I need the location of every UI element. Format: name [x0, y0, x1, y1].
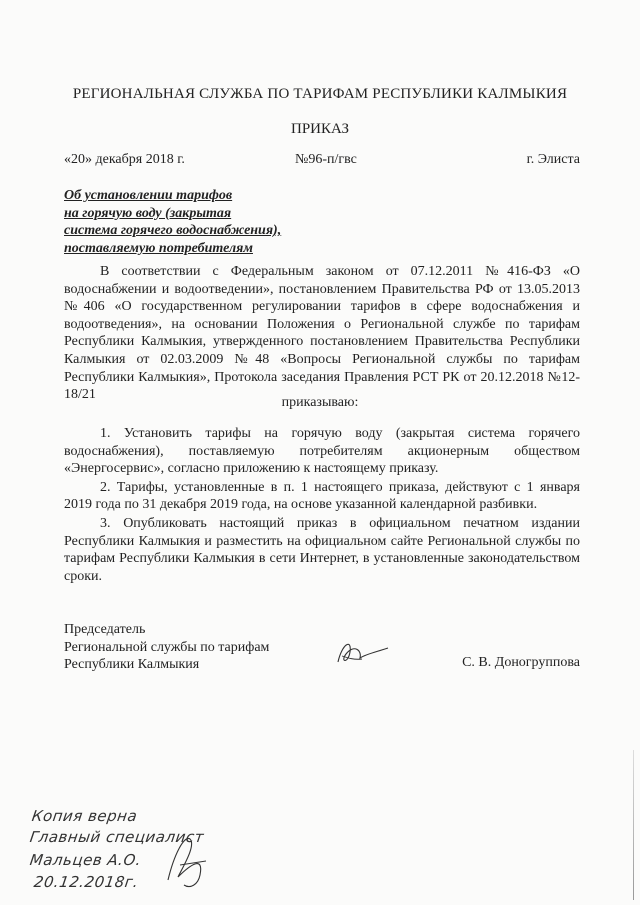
certification-line: 20.12.2018г.: [32, 873, 140, 891]
preamble-paragraph: В соответствии с Федеральным законом от 07.12.2011 №416-ФЗ «О водоснабжении и водоотведении», постановлением Правительства РФ от 13.05.2013 №406 «О государственном регулировании тарифов в сфере водоснабжения и водоотведения», на основании Положения о Региональной службе по тарифам Республики Калмыкия, утвержденного постановлением Правительства Республики Калмыкия от 02.03.2009 №48 «Вопросы Региональной службы по тарифам Республики Калмыкия», Протокола заседания Правления РСТ РК от 20.12.2018 №12-18/21: [64, 264, 580, 403]
order-item: 3. Опубликовать настоящий приказ в официальном печатном издании Республики Калмыкия и разместить на официальном сайте Региональной службы по тарифам Республики Калмыкия в сети Интернет, в установленные законодательством сроки.: [64, 515, 580, 584]
signatory-name: С. В. Доногруппова: [462, 655, 580, 670]
subject-line: Об установлении тарифов: [64, 188, 233, 203]
subject-line: поставляемую потребителям: [64, 240, 253, 256]
preamble-section: [64, 263, 580, 404]
scan-border: [633, 750, 634, 900]
document-date: «20» декабря 2018 г.: [64, 152, 185, 167]
certification-line: Мальцев А.О.: [28, 851, 143, 869]
certification-signature: [160, 825, 220, 900]
certification-line: Главный специалист: [28, 828, 206, 846]
position-line: Региональной службы по тарифам: [64, 639, 270, 655]
document-number: №96-п/гвс: [295, 152, 357, 167]
subject-line: система горячего водоснабжения),: [64, 223, 282, 238]
handwritten-signature: [332, 632, 392, 677]
order-item: 2. Тарифы, установленные в п. 1 настоящего приказа, действуют с 1 января 2019 года по 31 декабря 2019 года, на основе указанной календарной разбивки.: [64, 479, 580, 513]
organization-title: РЕГИОНАЛЬНАЯ СЛУЖБА ПО ТАРИФАМ РЕСПУБЛИКИ КАЛМЫКИЯ: [72, 86, 568, 102]
signatory-position: [64, 621, 269, 674]
document-city: г. Элиста: [526, 152, 580, 167]
document-type: ПРИКАЗ: [291, 121, 349, 137]
order-word: приказываю:: [281, 395, 359, 410]
document-subject: [64, 187, 364, 257]
position-line: Республики Калмыкия: [64, 657, 200, 672]
order-items: [64, 425, 580, 586]
order-item: 1. Установить тарифы на горячую воду (закрытая система горячего водоснабжения), поставляемую потребителям акционерным обществом «Энергосервис», согласно приложению к настоящему приказу.: [64, 426, 580, 477]
subject-line: на горячую воду (закрытая: [64, 205, 232, 221]
certification-line: Копия верна: [30, 807, 139, 825]
position-line: Председатель: [64, 622, 146, 637]
